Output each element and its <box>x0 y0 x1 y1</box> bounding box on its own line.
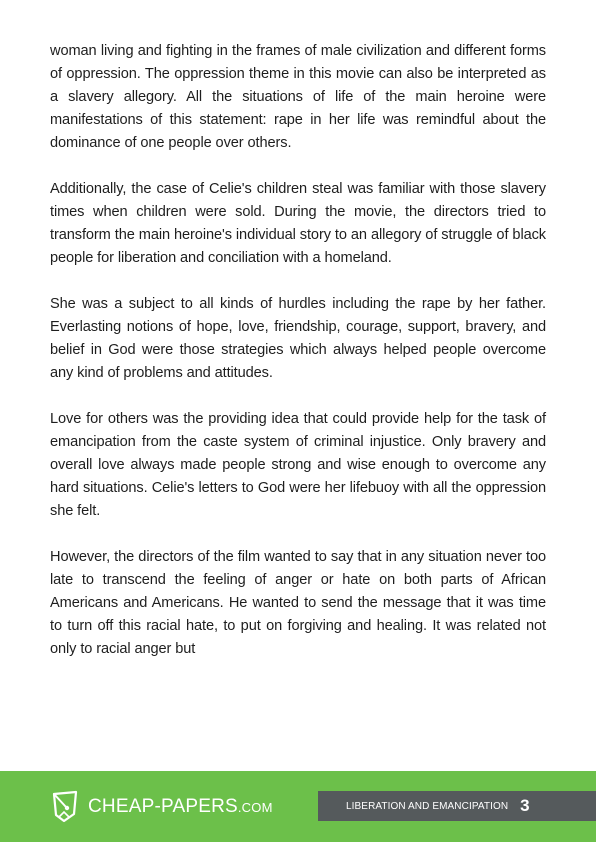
paragraph-5: However, the directors of the film wanted to say that in any situation never too late to transcend the feeling of anger or hate on both parts of African Americans and Americans. He wanted to send the message that it was time to turn off this racial hate, to put on forgiving and healing. It was related not only to racial anger but <box>50 549 546 657</box>
paragraph-3: She was a subject to all kinds of hurdles including the rape by her father. Everlasting notions of hope, love, friendship, courage, support, bravery, and belief in God were those strategies which always helped people overcome any kind of problems and attitudes. <box>50 296 546 381</box>
pen-nib-icon <box>50 790 80 824</box>
paragraph-2: Additionally, the case of Celie's children steal was familiar with those slavery times when children were sold. During the movie, the directors tried to transform the main heroine's individual story to an allegory of struggle of black people for liberation and conciliation with a homeland. <box>50 181 546 266</box>
page-number: 3 <box>520 796 530 815</box>
brand-logo <box>50 789 273 825</box>
document-body <box>50 40 546 684</box>
brand-name-text: CHEAP-PAPERS <box>88 796 238 817</box>
brand-domain-text: .COM <box>237 800 273 815</box>
section-title-bar <box>318 791 596 821</box>
paragraph-1: woman living and fighting in the frames of male civilization and different forms of oppression. The oppression theme in this movie can also be interpreted as a slavery allegory. All the situations of life of the main heroine were manifestations of this statement: rape in her life was remindful about the dominance of one people over others. <box>50 43 546 151</box>
page-footer <box>0 771 596 842</box>
section-title: LIBERATION AND EMANCIPATION <box>346 800 509 812</box>
paragraph-4: Love for others was the providing idea that could provide help for the task of emancipation from the caste system of criminal injustice. Only bravery and overall love always made people strong and wise enough to overcome any hard situations. Celie's letters to God were her lifebuoy with all the oppression she felt. <box>50 411 546 519</box>
brand-name <box>88 796 273 818</box>
